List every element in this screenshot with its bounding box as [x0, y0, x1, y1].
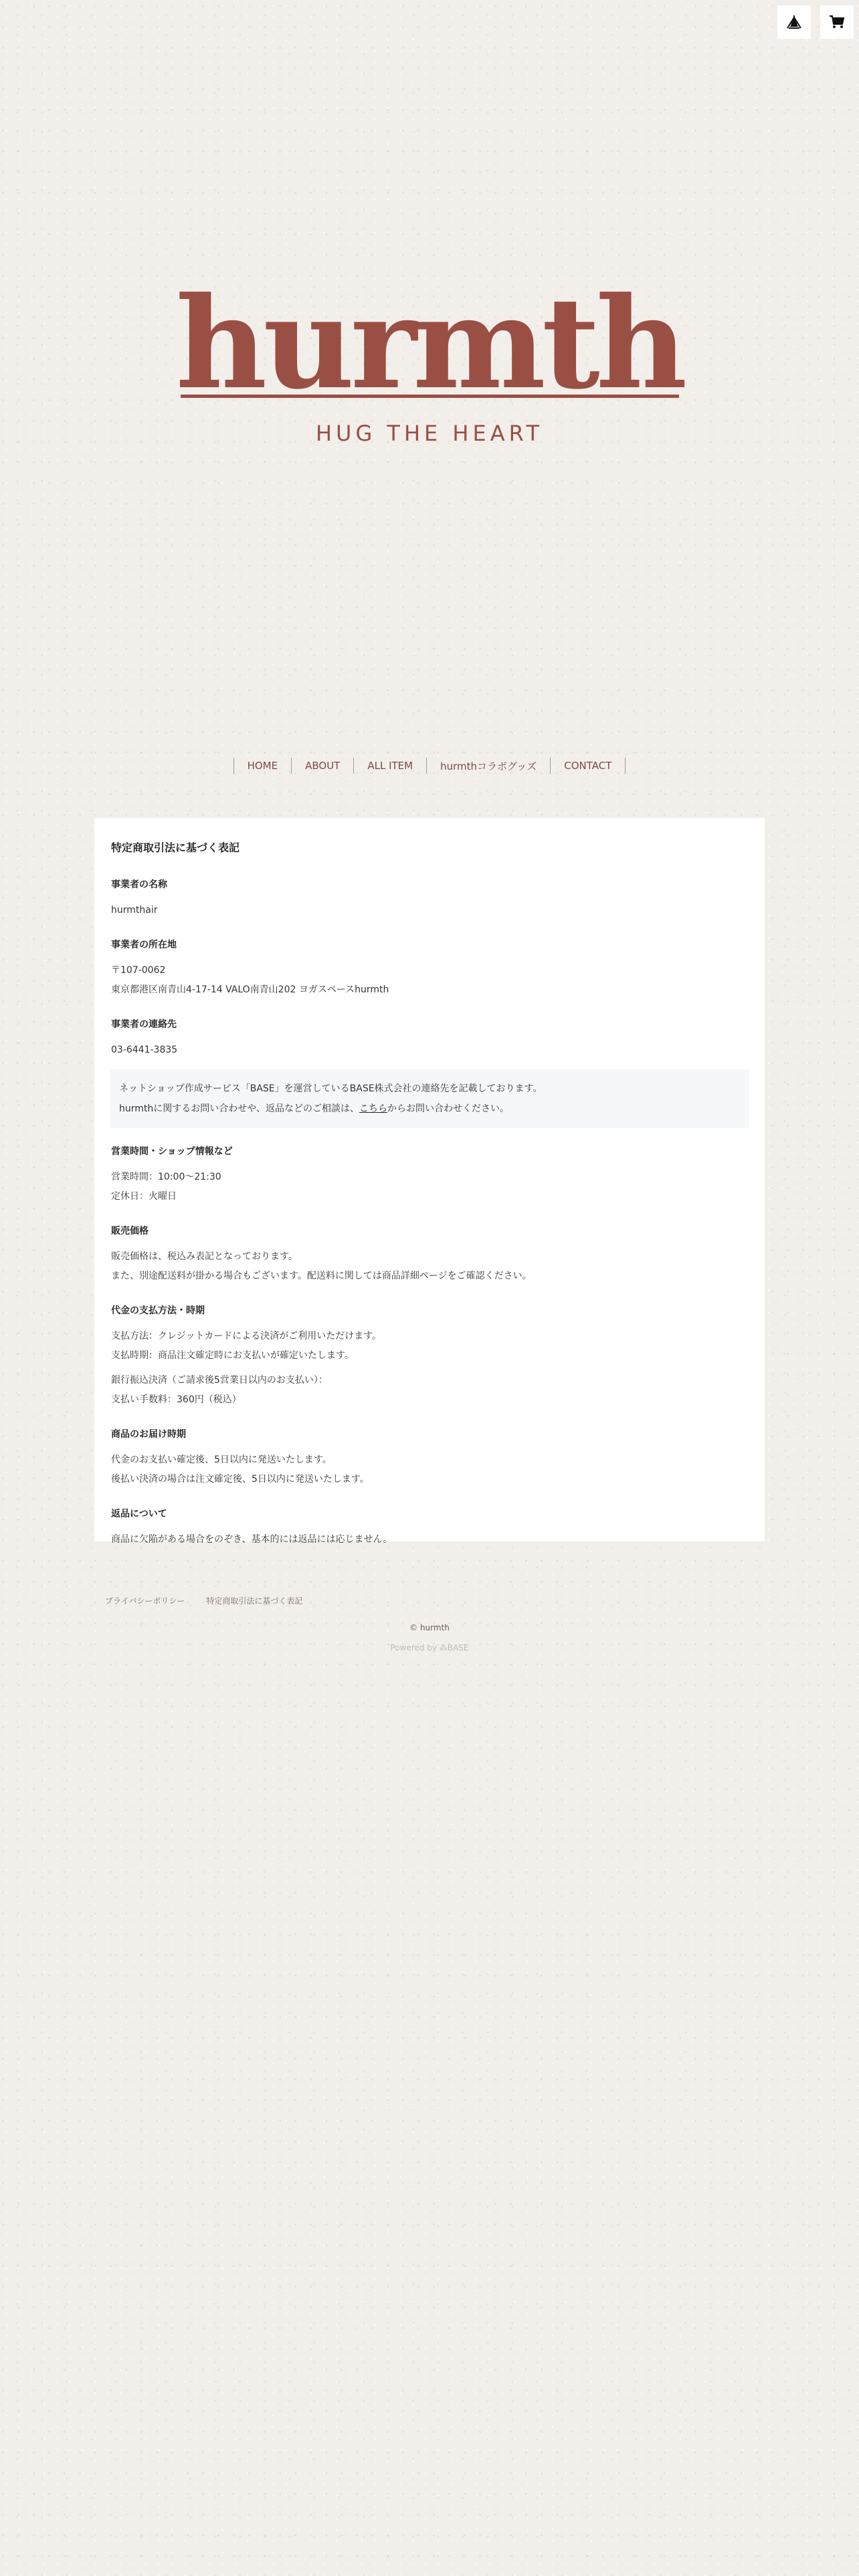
notice-text [119, 1099, 740, 1119]
shop-home-button[interactable] [777, 5, 811, 39]
copyright: © hurmth [409, 1623, 450, 1632]
payment-text: 支払方法：クレジットカードによる決済がご利用いただけます。 [111, 1331, 382, 1341]
hours-section [111, 1144, 748, 1206]
return-text: 商品に欠陥がある場合をのぞき、基本的には返品には応じません。 [111, 1534, 393, 1545]
section-title: 事業者の名称 [111, 879, 167, 890]
base-contact-notice [110, 1069, 749, 1128]
main-nav [0, 758, 859, 774]
section-title: 営業時間・ショップ情報など [111, 1146, 233, 1157]
page-title: 特定商取引法に基づく表記 [111, 841, 240, 854]
price-text: 販売価格は、税込み表記となっております。 [111, 1251, 298, 1262]
section-title: 事業者の連絡先 [111, 1019, 177, 1030]
section-title: 返品について [111, 1509, 167, 1519]
delivery-text: 代金のお支払い確定後、5日以内に発送いたします。 [111, 1455, 332, 1465]
nav-item-all-item[interactable]: ALL ITEM [367, 760, 413, 772]
business-hours: 営業時間：10:00〜21:30 [111, 1172, 221, 1182]
address-section [111, 938, 748, 1000]
business-name: hurmthair [111, 905, 158, 916]
legal-notice-panel [94, 818, 765, 1545]
price-text: また、別途配送料が掛かる場合もございます。配送料に関しては商品詳細ページをご確認ください。 [111, 1271, 532, 1281]
footer-links [105, 1595, 302, 1606]
contact-link[interactable]: こちら [359, 1103, 387, 1114]
cart-button[interactable] [820, 5, 854, 39]
section-title: 代金の支払方法・時期 [111, 1305, 205, 1316]
payment-section [111, 1303, 748, 1410]
return-section [111, 1507, 748, 1549]
logo-tagline: HUG THE HEART [315, 421, 544, 446]
nav-item-contact[interactable]: CONTACT [564, 760, 612, 772]
closed-days: 定休日：火曜日 [111, 1191, 177, 1202]
cart-icon [829, 15, 845, 29]
price-section [111, 1224, 748, 1286]
notice-text: ネットショップ作成サービス「BASE」を運営しているBASE株式会社の連絡先を記載しております。 [119, 1083, 543, 1094]
section-title: 事業者の所在地 [111, 940, 177, 950]
contact-section [111, 1017, 748, 1060]
payment-text: 支払時期：商品注文確定時にお支払いが確定いたします。 [111, 1350, 354, 1361]
nav-divider [625, 758, 626, 774]
section-title: 販売価格 [111, 1226, 149, 1237]
delivery-text: 後払い決済の場合は注文確定後、5日以内に発送いたします。 [111, 1474, 369, 1485]
payment-text: 支払い手数料：360円（税込） [111, 1394, 242, 1405]
business-name-section [111, 877, 748, 920]
logo-wordmark: hurmth [175, 270, 684, 417]
nav-item-about[interactable]: ABOUT [305, 760, 341, 772]
notice-text-post: からお問い合わせください。 [387, 1103, 509, 1114]
tent-shop-icon [786, 15, 802, 29]
nav-item-home[interactable]: HOME [247, 760, 278, 772]
site-logo[interactable] [0, 270, 859, 446]
notice-text-pre: hurmthに関するお問い合わせや、返品などのご相談は、 [119, 1103, 359, 1114]
delivery-section [111, 1427, 748, 1489]
payment-text: 銀行振込決済（ご請求後5営業日以内のお支払い）： [111, 1375, 328, 1386]
address: 東京都港区南青山4-17-14 VALO南青山202 ヨガスペースhurmth [111, 984, 389, 995]
nav-item-collab-goods[interactable]: hurmthコラボグッズ [440, 760, 537, 772]
header-icons [777, 5, 854, 39]
legal-notice-link[interactable]: 特定商取引法に基づく表記 [206, 1596, 303, 1606]
phone-number: 03-6441-3835 [111, 1045, 178, 1055]
powered-by-base-link[interactable]: Powered by ⁂BASE [390, 1643, 469, 1652]
privacy-policy-link[interactable]: プライバシーポリシー [105, 1596, 185, 1606]
postal-code: 〒107-0062 [111, 965, 166, 976]
section-title: 商品のお届け時期 [111, 1429, 186, 1440]
